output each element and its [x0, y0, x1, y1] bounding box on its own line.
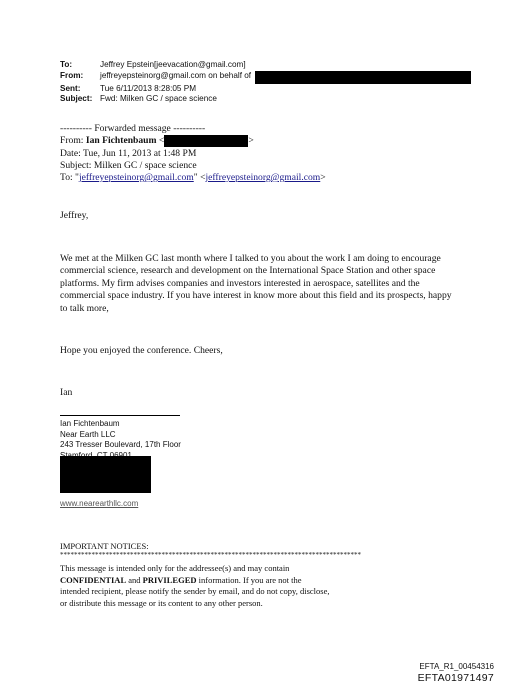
signature-divider	[60, 415, 180, 416]
email-header	[60, 60, 471, 105]
forwarded-from-prefix: From:	[60, 135, 86, 147]
forwarded-date-time: 1:48 PM	[163, 147, 197, 159]
redaction-box	[60, 456, 151, 493]
notice-text-a: This message is intended only for the addressee(s) and may contain	[60, 563, 290, 574]
signature-website-link[interactable]: www.nearearthllc.com	[60, 499, 139, 508]
notice-privileged: PRIVILEGED	[142, 574, 197, 585]
header-sent-row	[60, 84, 471, 95]
signoff: Ian	[60, 387, 73, 398]
forwarded-from-open: <	[156, 135, 165, 147]
forwarded-divider: ---------- Forwarded message ----------	[60, 123, 206, 134]
notice-text	[60, 563, 330, 609]
forwarded-from	[60, 135, 326, 147]
header-to-row	[60, 60, 471, 71]
body-paragraph-2: Hope you enjoyed the conference. Cheers,	[60, 345, 223, 356]
forwarded-to-mid: " <	[193, 172, 206, 184]
forwarded-to-prefix: To: "	[60, 172, 79, 184]
forwarded-to-email-link-2[interactable]: jeffreyepsteinorg@gmail.com	[205, 172, 321, 184]
forwarded-to-email-link[interactable]: jeffreyepsteinorg@gmail.com	[78, 172, 194, 184]
footer-reference-1: EFTA_R1_00454316	[419, 662, 494, 671]
body-paragraph-1: We met at the Milken GC last month where I talked to you about the work I am doing to encourage commercial science, research and development on the International Space Station and other space platforms. My firm advises companies and investors interested in aerospace, satellites and the commercial space industry. If you have interest in know more about this field and its prospects, happy to talk more,	[60, 253, 452, 314]
redaction-box	[255, 71, 471, 84]
forwarded-to	[60, 172, 326, 184]
notice-text-b: information. If you are not the intended recipient, please notify the sender by email, and do not copy, disclose, or distribute this message or its content to any other person.	[60, 574, 330, 608]
signature-name: Ian Fichtenbaum	[60, 419, 120, 428]
notice-dashes: **************************************************************************************	[60, 551, 361, 560]
important-notices	[60, 541, 361, 609]
forwarded-to-suffix: >	[320, 172, 326, 184]
greeting: Jeffrey,	[60, 210, 89, 221]
to-value: Jeffrey Epstein[jeevacation@gmail.com]	[100, 60, 246, 69]
forwarded-from-close: >	[248, 135, 254, 147]
sent-label: Sent:	[60, 83, 81, 93]
footer-reference-2: EFTA01971497	[417, 672, 494, 684]
forwarded-from-name: Ian Fichtenbaum	[85, 135, 157, 147]
notice-confidential: CONFIDENTIAL	[60, 574, 127, 585]
sent-value: Tue 6/11/2013 8:28:05 PM	[100, 83, 197, 93]
header-from-row	[60, 71, 471, 84]
signature-company: Near Earth LLC	[60, 429, 116, 439]
forwarded-date	[60, 148, 326, 160]
notice-text-and: and	[126, 574, 143, 585]
notice-title: IMPORTANT NOTICES:	[60, 541, 149, 551]
signature-address-1: 243 Tresser Boulevard, 17th Floor	[60, 440, 181, 450]
from-label: From:	[60, 70, 84, 80]
to-label: To:	[60, 60, 73, 69]
subject-value: Fwd: Milken GC / space science	[100, 94, 217, 104]
forwarded-block	[60, 123, 326, 184]
forwarded-subject: Subject: Milken GC / space science	[60, 159, 197, 171]
forwarded-date-prefix: Date: Tue, Jun 11, 2013 at	[60, 147, 164, 159]
redaction-box	[164, 135, 248, 147]
subject-label: Subject:	[60, 94, 93, 104]
from-value: jeffreyepsteinorg@gmail.com on behalf of	[100, 70, 252, 80]
header-subject-row	[60, 94, 471, 105]
